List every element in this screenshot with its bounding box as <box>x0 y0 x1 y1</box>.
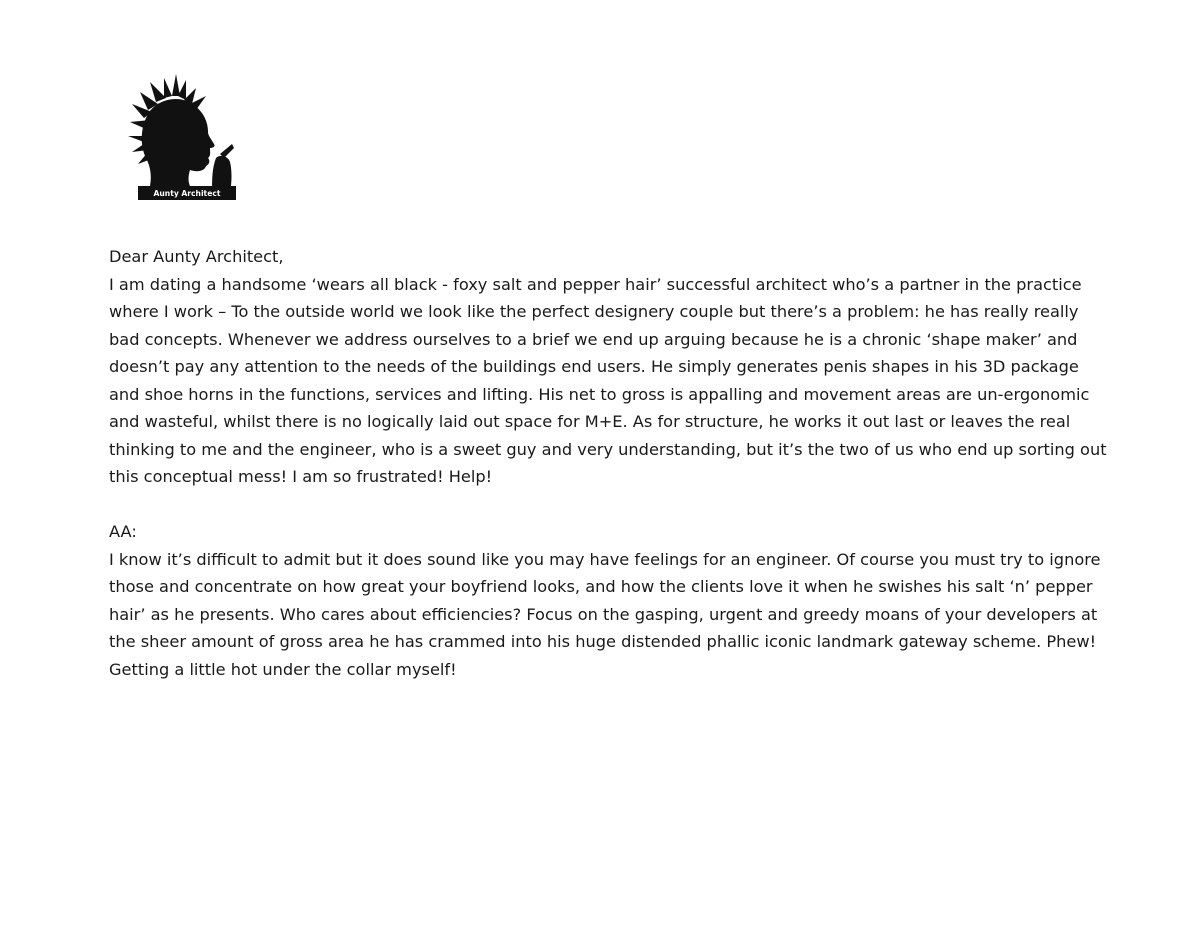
aunty-architect-logo <box>128 74 238 202</box>
silhouette-logo-icon <box>128 74 238 202</box>
salutation: Dear Aunty Architect, <box>109 247 284 266</box>
letter-body <box>109 243 1109 683</box>
question-paragraph: I am dating a handsome ‘wears all black - foxy salt and pepper hair’ successful architect who’s a partner in the practice where I work – To the outside world we look like the perfect designery couple but there’s a problem: he has really really bad concepts. Whenever we address ourselves to a brief we end up arguing because he is a chronic ‘shape maker’ and doesn’t pay any attention to the needs of the buildings end users. He simply generates penis shapes in his 3D package and shoe horns in the functions, services and lifting. His net to gross is appalling and movement areas are un-ergonomic and wasteful, whilst there is no logically laid out space for M+E. As for structure, he works it out last or leaves the real thinking to me and the engineer, who is a sweet guy and very understanding, but it’s the two of us who end up sorting out this conceptual mess! I am so frustrated! Help! <box>109 274 1107 486</box>
reply-label: AA: <box>109 522 137 541</box>
reply-paragraph: I know it’s difficult to admit but it does sound like you may have feelings for an engineer. Of course you must try to ignore those and concentrate on how great your boyfriend looks, and how the clients love it when he swishes his salt ‘n’ pepper hair’ as he presents. Who cares about efficiencies? Focus on the gasping, urgent and greedy moans of your developers at the sheer amount of gross area he has crammed into his huge distended phallic iconic landmark gateway scheme. Phew! Getting a little hot under the collar myself! <box>109 549 1101 679</box>
paragraph-gap <box>109 491 1109 519</box>
svg-text:Aunty Architect: Aunty Architect <box>153 189 221 198</box>
